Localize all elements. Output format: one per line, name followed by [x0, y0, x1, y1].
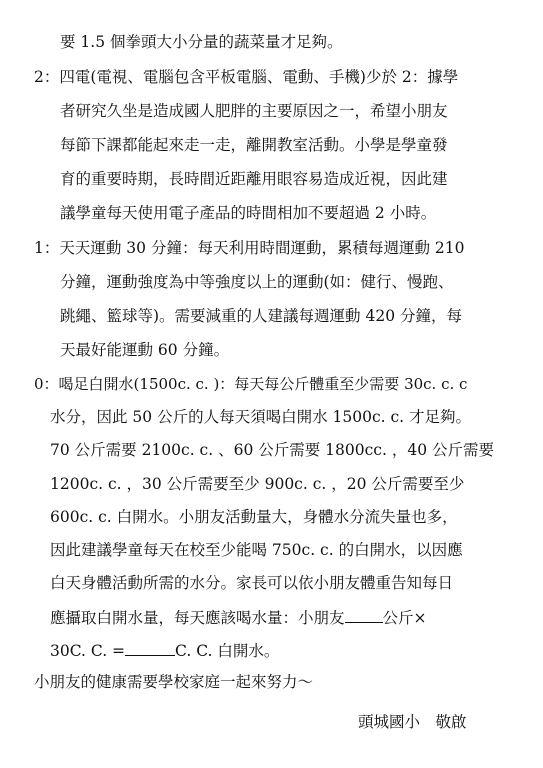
text-line-7: 1：天天運動 30 分鐘：每天利用時間運動，累積每週運動 210	[34, 239, 465, 257]
signature: 頭城國小 敬啟	[358, 713, 467, 731]
text-line-4: 每節下課都能起來走一走，離開教室活動。小學是學童發	[60, 136, 448, 154]
text-line-5: 育的重要時期，長時間近距離用眼容易造成近視，因此建	[60, 170, 448, 188]
closing-text: 小朋友的健康需要學校家庭一起來努力～	[34, 673, 314, 691]
text-line-3: 者研究久坐是造成國人肥胖的主要原因之一，希望小朋友	[60, 102, 448, 120]
text-line-2: 2：四電(電視、電腦包含平板電腦、電動、手機)少於 2：據學	[34, 68, 459, 86]
text-line-10: 天最好能運動 60 分鐘。	[60, 341, 230, 359]
result-prefix: 30C. C. =	[50, 642, 126, 660]
formula-prefix: 應攝取白開水量，每天應該喝水量：小朋友	[50, 609, 345, 627]
result-line	[50, 639, 279, 661]
text-line-12: 水分，因此 50 公斤的人每天須喝白開水 1500c. c. 才足夠。	[50, 408, 472, 426]
text-line-15: 600c. c. 白開水。小朋友活動量大，身體水分流失量也多，	[50, 508, 458, 526]
weight-blank[interactable]	[345, 606, 383, 623]
text-line-14: 1200c. c. ，30 公斤需要至少 900c. c. ，20 公斤需要至少	[50, 475, 465, 493]
text-line-1: 要 1.5 個拳頭大小分量的蔬菜量才足夠。	[60, 33, 343, 51]
result-blank[interactable]	[125, 639, 175, 656]
text-line-13: 70 公斤需要 2100c. c. 、60 公斤需要 1800cc. ，40 公斤需要	[50, 441, 494, 459]
formula-unit: 公斤×	[382, 609, 427, 627]
text-line-11: 0：喝足白開水(1500c. c. )：每天每公斤體重至少需要 30c. c. c	[34, 375, 468, 393]
text-line-9: 跳繩、籃球等)。需要減重的人建議每週運動 420 分鐘，每	[60, 307, 462, 325]
text-line-16: 因此建議學童每天在校至少能喝 750c. c. 的白開水，以因應	[50, 541, 463, 559]
text-line-17: 白天身體活動所需的水分。家長可以依小朋友體重告知每日	[50, 574, 454, 592]
formula-line	[50, 606, 427, 628]
result-suffix: C. C. 白開水。	[175, 642, 280, 660]
text-line-6: 議學童每天使用電子產品的時間相加不要超過 2 小時。	[60, 204, 437, 222]
text-line-8: 分鐘，運動強度為中等強度以上的運動(如：健行、慢跑、	[60, 273, 454, 291]
